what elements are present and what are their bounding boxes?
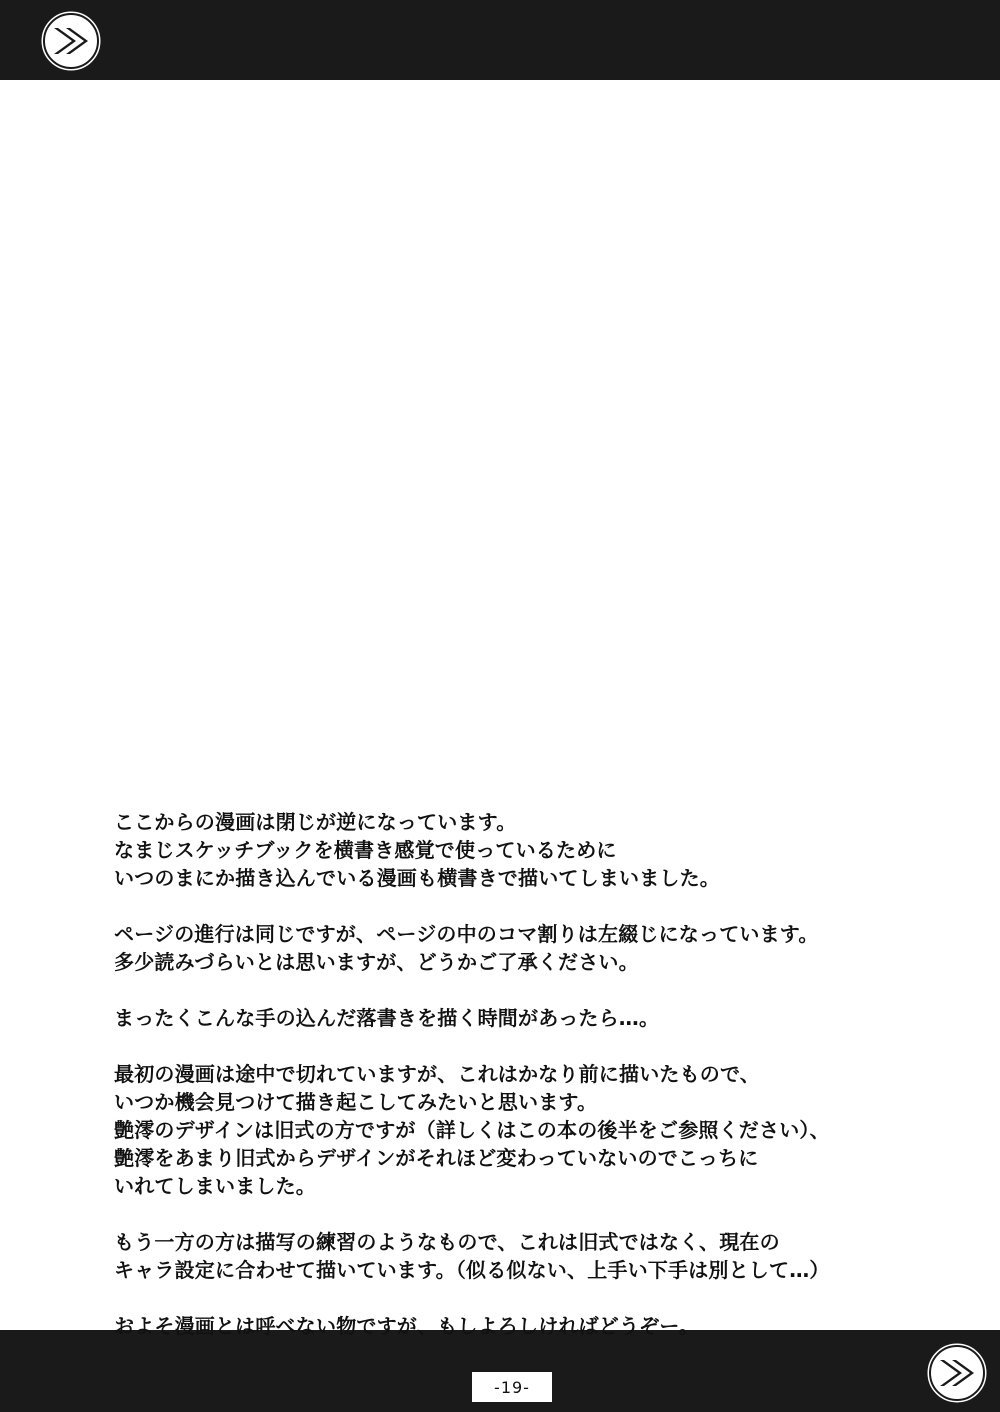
text-line: なまじスケッチブックを横書き感覚で使っているために — [114, 838, 617, 862]
page-number: -19- — [472, 1372, 552, 1402]
chevron-circle-icon — [922, 1338, 992, 1408]
chevron-circle-icon — [36, 6, 106, 76]
text-line: いつのまにか描き込んでいる漫画も横書きで描いてしまいました。 — [114, 866, 720, 890]
text-line: 多少読みづらいとは思いますが、どうかご了承ください。 — [114, 950, 639, 974]
text-line: ここからの漫画は閉じが逆になっています。 — [114, 810, 517, 834]
paragraph — [114, 1228, 934, 1284]
text-line: ページの進行は同じですが、ページの中のコマ割りは左綴じになっています。 — [114, 922, 819, 946]
text-line: いつか機会見つけて描き起こしてみたいと思います。 — [114, 1090, 598, 1114]
paragraph — [114, 808, 934, 892]
text-line: 艶澪をあまり旧式からデザインがそれほど変わっていないのでこっちに — [114, 1146, 759, 1170]
top-border-bar — [0, 0, 1000, 80]
text-line: 最初の漫画は途中で切れていますが、これはかなり前に描いたもので、 — [114, 1062, 760, 1086]
afterword-text — [114, 808, 934, 1340]
paragraph — [114, 1060, 934, 1200]
text-line: もう一方の方は描写の練習のようなもので、これは旧式ではなく、現在の — [114, 1230, 780, 1254]
text-line: いれてしまいました。 — [114, 1174, 316, 1198]
paragraph — [114, 920, 934, 976]
paragraph — [114, 1004, 934, 1032]
paragraph — [114, 1312, 934, 1340]
text-line: およそ漫画とは呼べない物ですが、もしよろしければどうぞー。 — [114, 1314, 699, 1338]
text-line: まったくこんな手の込んだ落書きを描く時間があったら…。 — [114, 1006, 660, 1030]
text-line: キャラ設定に合わせて描いています。（似る似ない、上手い下手は別として…） — [114, 1258, 830, 1282]
text-line: 艶澪のデザインは旧式の方ですが（詳しくはこの本の後半をご参照ください）、 — [114, 1118, 830, 1142]
